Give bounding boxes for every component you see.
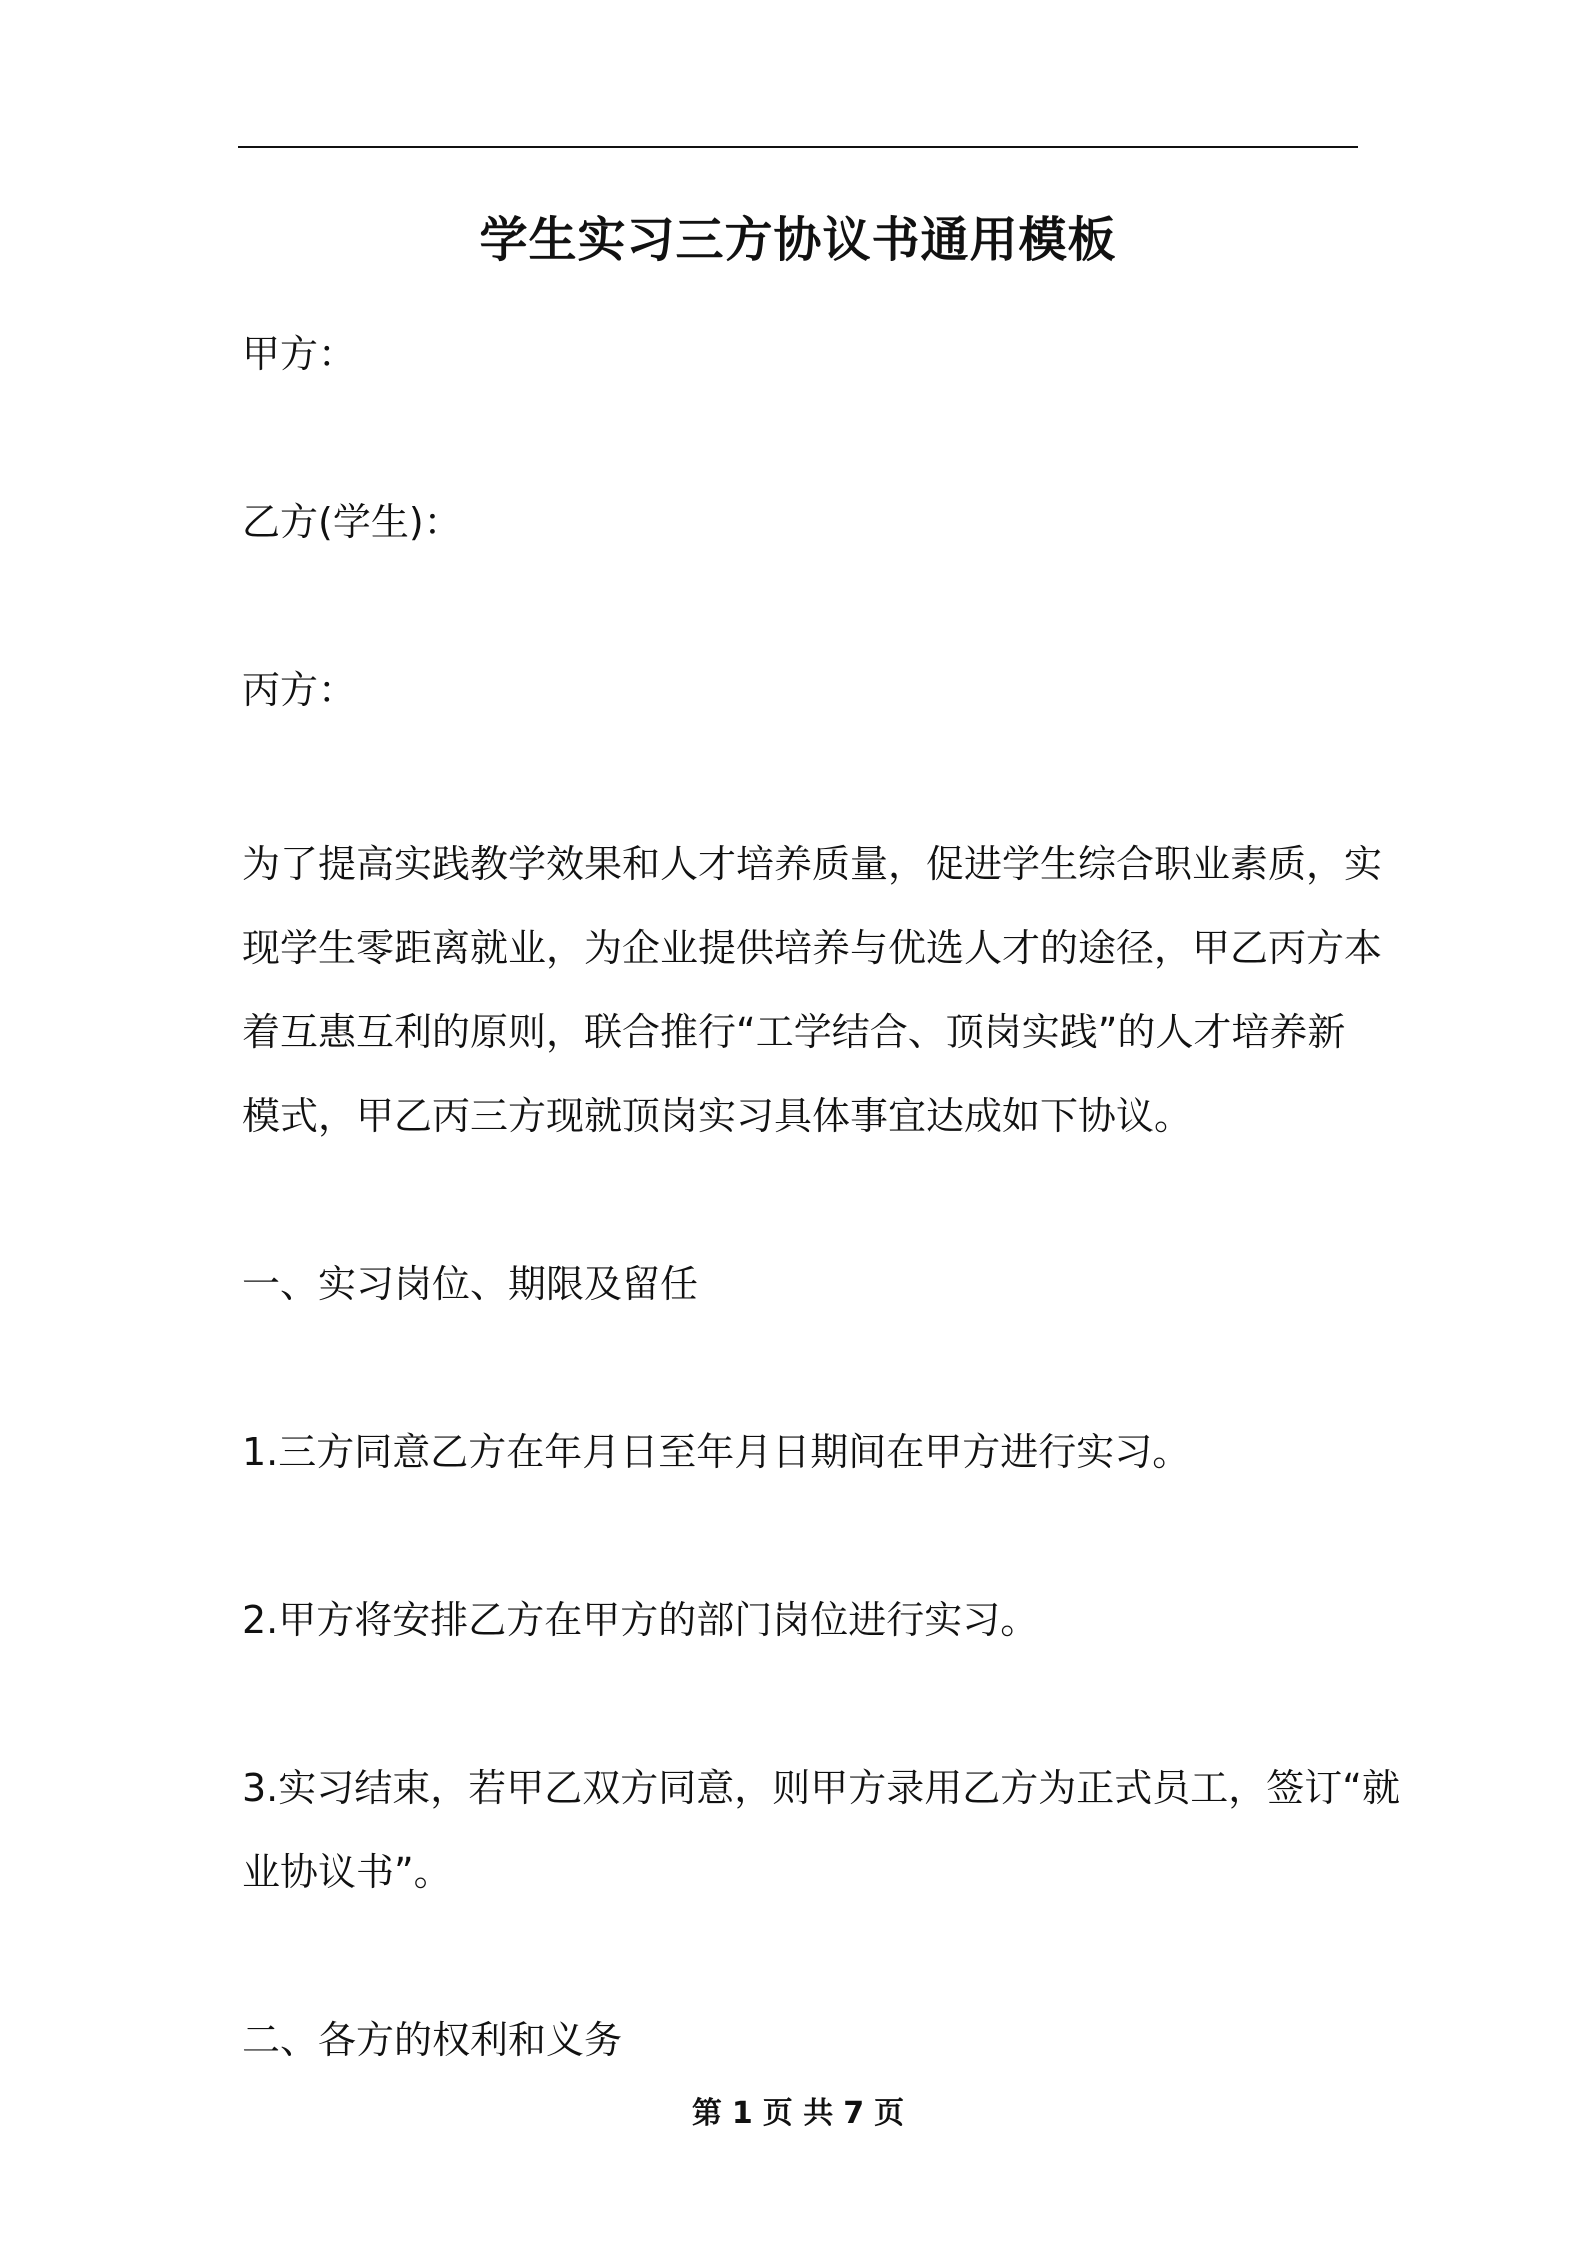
section-heading: 一、实习岗位、期限及留任 [242,1262,699,1306]
intro-line: 现学生零距离就业，为企业提供培养与优选人才的途径，甲乙丙方本 [242,926,1383,970]
clause-item: 业协议书”。 [242,1850,452,1894]
clause-item: 3.实习结束，若甲乙双方同意，则甲方录用乙方为正式员工，签订“就 [242,1766,1400,1810]
clause-item: 1.三方同意乙方在年月日至年月日期间在甲方进行实习。 [242,1430,1191,1474]
page-suffix: 页 [874,2096,905,2131]
intro-line: 模式，甲乙丙三方现就顶岗实习具体事宜达成如下协议。 [242,1094,1193,1138]
page-middle: 页 共 [762,2096,834,2131]
clause-item: 2.甲方将安排乙方在甲方的部门岗位进行实习。 [242,1598,1039,1642]
page-prefix: 第 [691,2096,722,2131]
intro-line: 着互惠互利的原则，联合推行“工学结合、顶岗实践”的人才培养新 [242,1010,1346,1054]
section-heading: 二、各方的权利和义务 [242,2018,623,2062]
header-rule [238,146,1358,148]
party-c-label: 丙方： [242,668,357,712]
page-total: 7 [843,2096,865,2131]
page-current: 1 [731,2096,753,2131]
page-number [238,2092,1358,2136]
intro-line: 为了提高实践教学效果和人才培养质量，促进学生综合职业素质，实 [242,842,1383,886]
party-a-label: 甲方： [242,332,357,376]
document-title: 学生实习三方协议书通用模板 [479,212,1117,268]
party-b-label: 乙方(学生)： [242,500,462,544]
